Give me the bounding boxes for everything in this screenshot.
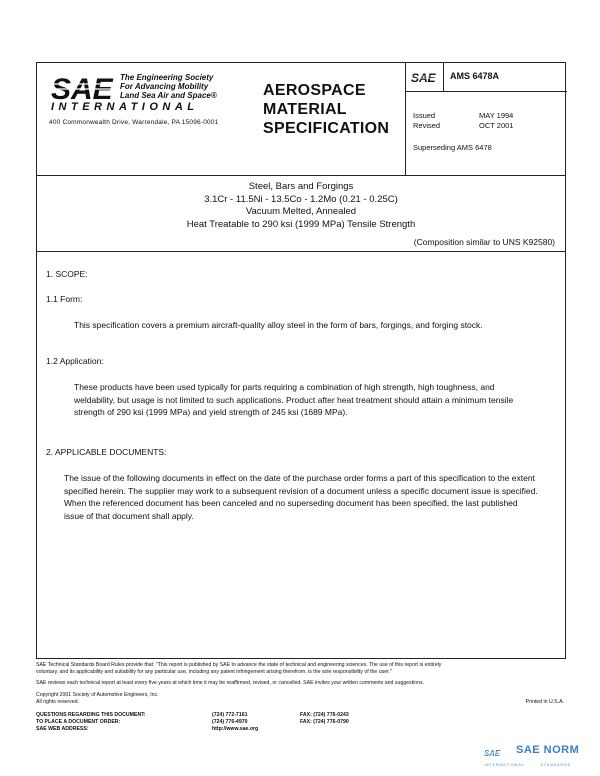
questions-fax: FAX: (724) 776-0243	[300, 712, 349, 718]
section-1-2-heading: 1.2 Application:	[46, 356, 104, 366]
society-tagline: The Engineering Society For Advancing Mobility Land Sea Air and Space®	[120, 73, 217, 100]
international-wordmark: INTERNATIONAL	[51, 101, 199, 113]
web-label: SAE WEB ADDRESS:	[36, 726, 89, 732]
section-1-heading: 1. SCOPE:	[46, 269, 88, 279]
web-address[interactable]: http://www.sae.org	[212, 726, 259, 732]
section-1-2-text: These products have been used typically for parts requiring a combination of high strength, high toughness, and weldability, but usage is not limited to such applications. Product after heat treatment should attain a minimum tensile strength of 290 ksi (1999 MPa) and yield strength of 245 ksi (1689 MPa).	[74, 382, 514, 417]
order-fax: FAX: (724) 776-0790	[300, 719, 349, 725]
order-label: TO PLACE A DOCUMENT ORDER:	[36, 719, 121, 725]
composition-note: (Composition similar to UNS K92580)	[413, 237, 555, 247]
document-frame	[36, 62, 566, 659]
tsb-rules-line-1: SAE Technical Standards Board Rules provide that: "This report is published by SAE to advance the state of technical and engineering sciences. The use of this report is entirely	[36, 662, 442, 668]
spec-info-box	[405, 63, 567, 175]
ams-number-row	[405, 63, 567, 92]
small-sae-logo	[411, 71, 437, 83]
issued-value: MAY 1994	[479, 111, 514, 120]
questions-phone: (724) 772-7161	[212, 712, 248, 718]
tsb-rules-line-2: voluntary, and its applicability and suitability for any particular use, including any patent infringement arising therefrom, is the sole responsibility of the user."	[36, 669, 392, 675]
superseding-note: Superseding AMS 6478	[413, 143, 492, 152]
sae-address: 400 Commonwealth Drive, Warrendale, PA 15096-0001	[49, 119, 219, 126]
section-1-1-text: This specification covers a premium aircraft-quality alloy steel in the form of bars, forgings, and forging stock.	[74, 320, 483, 330]
title-line: Vacuum Melted, Annealed	[245, 206, 357, 217]
order-phone: (724) 776-4970	[212, 719, 248, 725]
title-rule	[37, 251, 565, 252]
copyright: Copyright 2001 Society of Automotive Engineers, Inc.	[36, 692, 159, 698]
svg-text:SAE: SAE	[51, 73, 113, 103]
spec-title	[37, 181, 565, 231]
review-note: SAE reviews each technical report at least every five years at which time it may be reaffirmed, revised, or cancelled. SAE invites your written comments and suggestions.	[36, 680, 424, 686]
questions-label: QUESTIONS REGARDING THIS DOCUMENT:	[36, 712, 146, 718]
header-rule	[37, 175, 565, 176]
revised-label: Revised	[413, 121, 441, 130]
svg-text:SAE: SAE	[484, 749, 501, 759]
watermark-subtext: INTERNATIONAL STANDARDS	[484, 763, 571, 767]
title-line: Heat Treatable to 290 ksi (1999 MPa) Tensile Strength	[186, 218, 416, 230]
revised-value: OCT 2001	[479, 121, 514, 130]
doc-type-heading: AEROSPACE MATERIAL SPECIFICATION	[263, 82, 390, 137]
ams-number: AMS 6478A	[450, 71, 500, 81]
sae-norm-watermark: SAE NORM	[516, 744, 580, 756]
title-line: 3.1Cr - 11.5Ni - 13.5Co - 1.2Mo (0.21 - 0.25C)	[204, 193, 398, 205]
section-2-heading: 2. APPLICABLE DOCUMENTS:	[46, 447, 167, 457]
section-2-text: The issue of the following documents in effect on the date of the purchase order forms a part of this specification to the extent specified herein. The supplier may work to a subsequent revision of a document unless a specific document issue is specified. When the referenced document has been canceled and no superseding document has been specified, the last published issue of that document shall apply.	[64, 473, 538, 521]
title-line: Steel, Bars and Forgings	[248, 181, 354, 192]
ams-separator	[443, 63, 444, 91]
sae-logo	[49, 73, 119, 103]
printed-in: Printed in U.S.A.	[525, 699, 564, 705]
issued-label: Issued	[413, 111, 436, 120]
rights-reserved: All rights reserved.	[36, 699, 79, 705]
svg-text:SAE: SAE	[411, 71, 436, 83]
section-1-1-heading: 1.1 Form:	[46, 294, 83, 304]
